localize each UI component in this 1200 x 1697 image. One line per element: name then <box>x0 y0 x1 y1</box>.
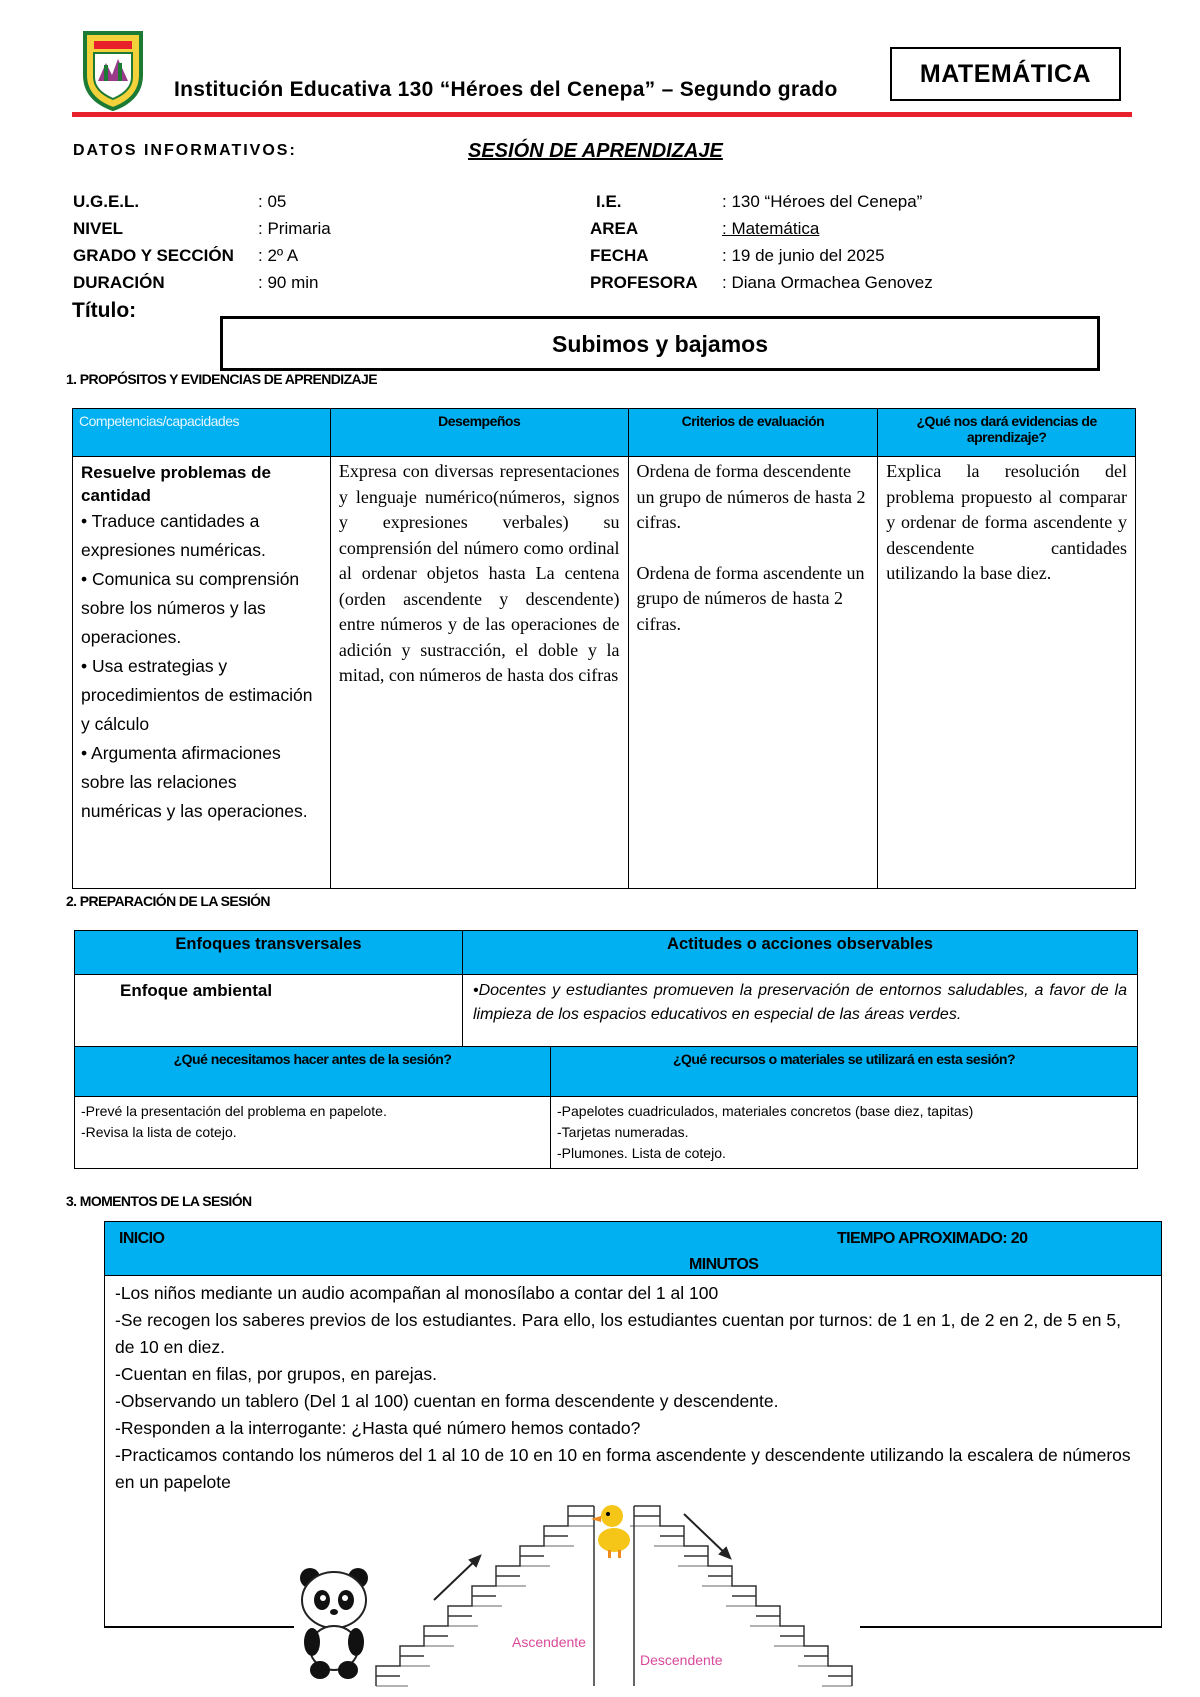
inicio-label: INICIO <box>119 1230 165 1247</box>
actitud-cell: •Docentes y estudiantes promueven la preservación de entornos saludables, a favor de la limpieza de los espacios educativos en especial de las áreas verdes. <box>463 975 1138 1047</box>
header-desempenos: Desempeños <box>330 409 628 457</box>
header-recursos: ¿Qué recursos o materiales se utilizará en esta sesión? <box>551 1047 1138 1097</box>
info-label-fecha: FECHA <box>590 246 649 265</box>
subject-box: MATEMÁTICA <box>890 47 1121 101</box>
header-enfoques: Enfoques transversales <box>75 931 463 975</box>
purposes-table <box>72 408 1136 889</box>
antes-cell <box>75 1097 551 1169</box>
activity-line: -Observando un tablero (Del 1 al 100) cuentan en forma descendente y descendente. <box>115 1391 779 1411</box>
activity-line: -Los niños mediante un audio acompañan al monosílabo a contar del 1 al 100 <box>115 1283 719 1303</box>
session-title: SESIÓN DE APRENDIZAJE <box>468 140 723 162</box>
capacidad-item: • Traduce cantidades a expresiones numéricas. <box>81 511 266 560</box>
tiempo-label: TIEMPO APROXIMADO: 20 <box>837 1230 1028 1247</box>
cell-desempeno: Expresa con diversas representaciones y lenguaje numérico(números, signos y expresiones verbales) su comprensión del número como ordinal al ordenar objetos hasta La centena (orden ascendente y descendente) entre números y de las operaciones de adición y sustracción, el doble y la mitad, con números de hasta dos cifras <box>330 457 628 889</box>
preparation-table <box>74 930 1138 1047</box>
cell-evidencia: Explica la resolución del problema propuesto al comparar y ordenar de forma ascendente y descendente cantidades utilizando la base diez. <box>878 457 1136 889</box>
info-value-area: : Matemática <box>722 219 820 238</box>
activity-line: -Cuentan en filas, por grupos, en parejas. <box>115 1364 437 1384</box>
panda-illustration <box>296 1566 372 1682</box>
header-criterios: Criterios de evaluación <box>628 409 878 457</box>
ascendente-label: Ascendente <box>512 1634 586 1650</box>
staircase-illustration <box>372 1488 862 1692</box>
descendente-label: Descendente <box>640 1652 723 1668</box>
header-competencias: Competencias/capacidades <box>73 409 331 457</box>
section3-heading: 3. MOMENTOS DE LA SESIÓN <box>66 1193 252 1209</box>
capacidad-item: • Argumenta afirmaciones sobre las relaciones numéricas y las operaciones. <box>81 743 308 821</box>
bottom-rule-right <box>860 1626 1162 1628</box>
info-value-profesora: : Diana Ormachea Genovez <box>722 273 933 292</box>
info-label-profesora: PROFESORA <box>590 273 698 292</box>
info-value-ugel: : 05 <box>258 192 287 211</box>
header-actitudes: Actitudes o acciones observables <box>463 931 1138 975</box>
antes-item: -Prevé la presentación del problema en papelote. <box>81 1103 387 1119</box>
capacidad-item: • Usa estrategias y procedimientos de estimación y cálculo <box>81 656 313 734</box>
session-title-box: Subimos y bajamos <box>220 316 1100 371</box>
recursos-cell <box>551 1097 1138 1169</box>
activity-line: -Se recogen los saberes previos de los estudiantes. Para ello, los estudiantes cuentan por turnos: de 1 en 1, de 2 en 2, de 5 en 5, de 10 en diez. <box>115 1310 1121 1357</box>
header-divider <box>72 112 1132 117</box>
recurso-item: -Plumones. Lista de cotejo. <box>557 1145 726 1161</box>
institution-heading: Institución Educativa 130 “Héroes del Cenepa” – Segundo grado <box>174 78 838 101</box>
preparation-table-2 <box>74 1046 1138 1169</box>
header-evidencias: ¿Qué nos dará evidencias de aprendizaje? <box>878 409 1136 457</box>
info-label-area: AREA <box>590 219 639 238</box>
section1-heading: 1. PROPÓSITOS Y EVIDENCIAS DE APRENDIZAJE <box>66 371 377 387</box>
info-label-ie: I.E. <box>596 192 622 211</box>
info-value-fecha: : 19 de junio del 2025 <box>722 246 885 265</box>
minutos-label: MINUTOS <box>689 1256 759 1273</box>
inicio-header <box>104 1221 1162 1276</box>
info-value-ie: : 130 “Héroes del Cenepa” <box>722 192 923 211</box>
enfoque-cell: Enfoque ambiental <box>75 975 463 1047</box>
section2-heading: 2. PREPARACIÓN DE LA SESIÓN <box>66 893 270 909</box>
info-label-ugel: U.G.E.L. <box>73 192 140 211</box>
datos-heading: DATOS INFORMATIVOS: <box>73 142 297 159</box>
duck-icon <box>591 1505 630 1558</box>
recurso-item: -Papelotes cuadriculados, materiales concretos (base diez, tapitas) <box>557 1103 974 1119</box>
inicio-activities <box>115 1280 1145 1496</box>
criterio-item: Ordena de forma descendente un grupo de números de hasta 2 cifras. <box>636 461 866 532</box>
antes-item: -Revisa la lista de cotejo. <box>81 1124 237 1140</box>
capacidad-item: • Comunica su comprensión sobre los números y las operaciones. <box>81 569 300 647</box>
activity-line: -Practicamos contando los números del 1 al 10 de 10 en 10 en forma ascendente y descendente utilizando la escalera de números en un papelote <box>115 1445 1131 1492</box>
competencia-title: Resuelve problemas de cantidad <box>81 463 271 505</box>
cell-criterios <box>628 457 878 889</box>
recurso-item: -Tarjetas numeradas. <box>557 1124 689 1140</box>
bottom-rule-left <box>104 1626 294 1628</box>
titulo-label: Título: <box>72 299 137 322</box>
header-antes: ¿Qué necesitamos hacer antes de la sesión? <box>75 1047 551 1097</box>
info-value-grado: : 2º A <box>258 246 299 265</box>
cell-competencias <box>73 457 331 889</box>
info-value-duracion: : 90 min <box>258 273 319 292</box>
criterio-item: Ordena de forma ascendente un grupo de números de hasta 2 cifras. <box>636 562 865 634</box>
activity-line: -Responden a la interrogante: ¿Hasta qué número hemos contado? <box>115 1418 641 1438</box>
info-label-duracion: DURACIÓN <box>73 273 165 292</box>
school-crest-logo <box>82 29 144 111</box>
info-label-nivel: NIVEL <box>73 219 124 238</box>
info-value-nivel: : Primaria <box>258 219 331 238</box>
info-label-grado: GRADO Y SECCIÓN <box>73 246 234 265</box>
